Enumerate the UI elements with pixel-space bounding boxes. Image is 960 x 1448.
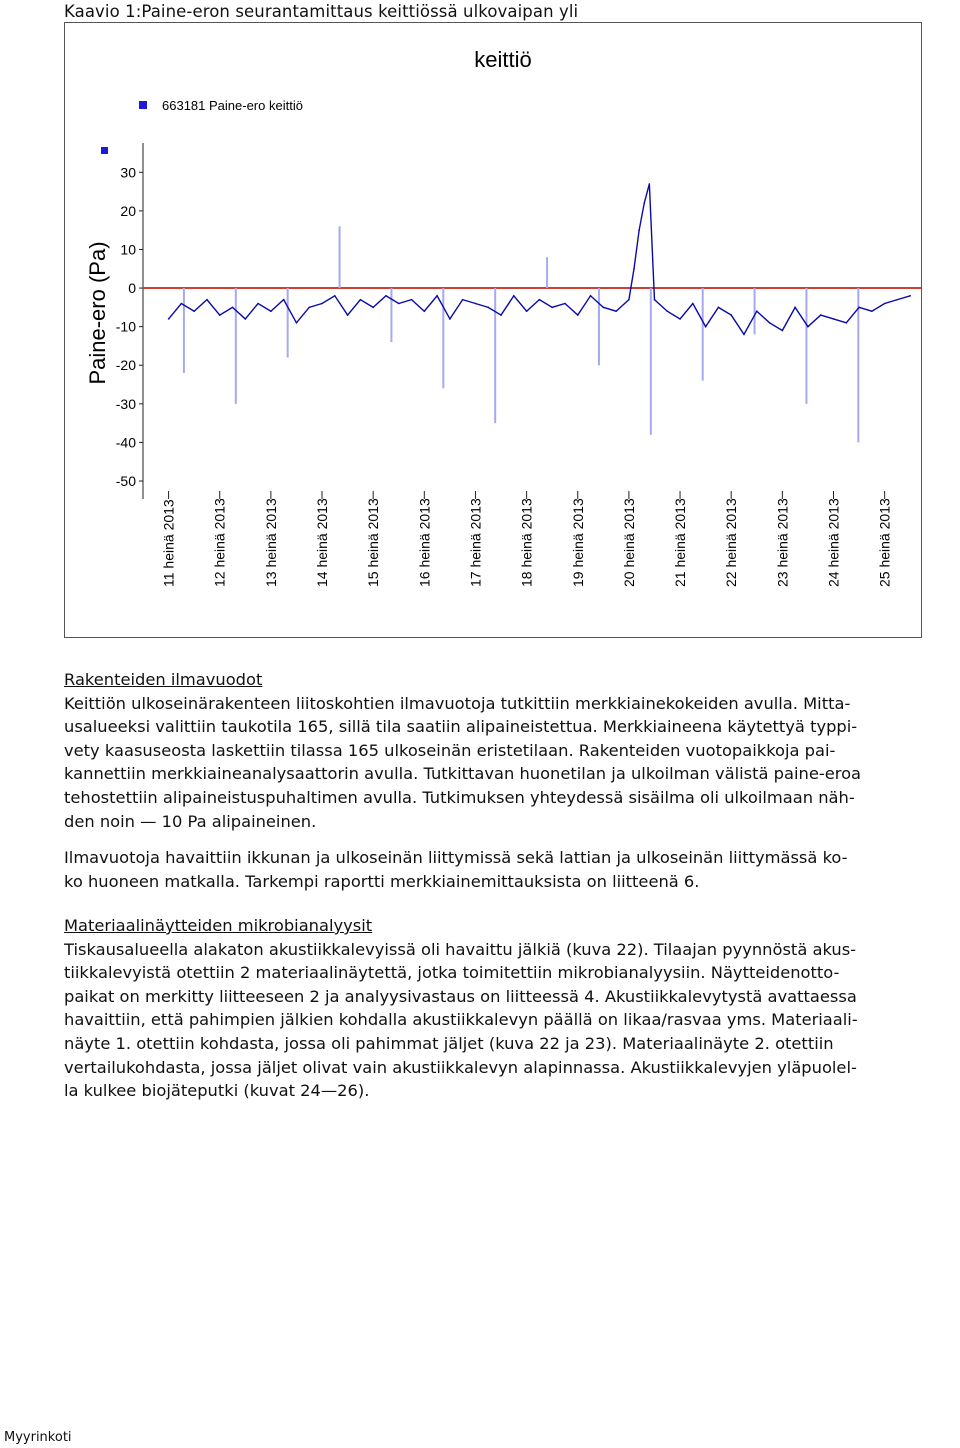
- pressure-chart: [65, 23, 923, 639]
- data-point: [168, 318, 170, 320]
- x-tick-label: 15 heinä 2013: [365, 498, 382, 587]
- paragraph-line: Tiskausalueella alakaton akustiikkalevyissä oli havaittu jälkiä (kuva 22). Tilaajan pyynnöstä akus-: [64, 939, 857, 959]
- data-point: [782, 330, 784, 332]
- data-point: [807, 326, 809, 328]
- paragraph-line: tiikkalevyistä otettiin 2 materiaalinäytettä, jotka toimitettiin mikrobianalyysiin. Näytteidenotto-: [64, 963, 840, 983]
- data-point: [603, 307, 605, 309]
- data-point: [769, 322, 771, 324]
- section-leak-findings: [64, 846, 954, 893]
- paragraph-line: den noin — 10 Pa alipaineinen.: [64, 811, 317, 831]
- data-point: [385, 295, 387, 297]
- legend-label: 663181 Paine-ero keittiö: [162, 98, 303, 113]
- data-point: [181, 303, 183, 305]
- data-point: [564, 303, 566, 305]
- chart-panel: [64, 22, 922, 638]
- data-point: [449, 318, 451, 320]
- y-tick-label: -20: [115, 357, 136, 374]
- data-point: [628, 299, 630, 301]
- section-heading: Materiaalinäytteiden mikrobianalyysit: [64, 916, 373, 935]
- data-point: [705, 326, 707, 328]
- data-point: [833, 318, 835, 320]
- x-tick-label: 18 heinä 2013: [518, 498, 535, 587]
- data-point: [638, 229, 640, 231]
- paragraph-line: vertailukohdasta, jossa jäljet olivat vain akustiikkalevyn alapinnassa. Akustiikkalevyjen yläpuolel-: [64, 1057, 857, 1077]
- x-tick-label: 24 heinä 2013: [825, 498, 842, 587]
- data-point: [539, 299, 541, 301]
- data-point: [334, 295, 336, 297]
- data-point: [718, 307, 720, 309]
- y-tick-label: -50: [115, 473, 136, 489]
- section-heading: Rakenteiden ilmavuodot: [64, 670, 263, 689]
- data-point: [193, 310, 195, 312]
- data-point: [756, 310, 758, 312]
- x-tick-label: 12 heinä 2013: [211, 498, 228, 587]
- x-tick-label: 22 heinä 2013: [723, 498, 740, 587]
- data-point: [897, 299, 899, 301]
- data-point: [577, 314, 579, 316]
- section-air-leaks: [64, 668, 954, 833]
- data-point: [283, 299, 285, 301]
- y-tick-label: 0: [128, 280, 136, 297]
- data-point: [590, 295, 592, 297]
- data-point: [475, 303, 477, 305]
- x-tick-label: 21 heinä 2013: [672, 498, 689, 587]
- data-point: [526, 310, 528, 312]
- data-point: [347, 314, 349, 316]
- y-tick-label: -30: [115, 395, 136, 412]
- data-point: [858, 307, 860, 309]
- data-point: [500, 314, 502, 316]
- data-point: [219, 314, 221, 316]
- footer-text: Myyrinkoti: [4, 1430, 72, 1445]
- data-point: [666, 310, 668, 312]
- data-point: [820, 314, 822, 316]
- paragraph-line: Ilmavuotoja havaittiin ikkunan ja ulkoseinän liittymissä sekä lattian ja ulkoseinän liittymässä ko-: [64, 848, 848, 867]
- data-point: [398, 303, 400, 305]
- x-tick-label: 23 heinä 2013: [774, 498, 791, 587]
- data-point: [794, 307, 796, 309]
- data-point: [360, 299, 362, 301]
- y-tick-label: 20: [120, 202, 136, 219]
- data-point: [513, 295, 515, 297]
- x-tick-label: 14 heinä 2013: [314, 498, 331, 587]
- data-point: [436, 295, 438, 297]
- x-tick-label: 19 heinä 2013: [569, 498, 586, 587]
- x-tick-label: 17 heinä 2013: [467, 498, 484, 587]
- data-point: [551, 307, 553, 309]
- paragraph-line: paikat on merkitty liitteeseen 2 ja analyysivastaus on liitteessä 4. Akustiikkalevytystä avattaessa: [64, 986, 857, 1006]
- paragraph-line: kannettiin merkkiaineanalysaattorin avulla. Tutkittavan huonetilan ja ulkoilman välistä paine-eroa: [64, 764, 862, 784]
- section-microbe-analysis: [64, 914, 954, 1103]
- data-point: [321, 303, 323, 305]
- data-point: [633, 268, 635, 270]
- data-point: [871, 310, 873, 312]
- paragraph-line: havaittiin, että pahimpien jälkien kohdalla akustiikkalevyn päällä on likaa/rasvaa yms. Materiaali-: [64, 1010, 858, 1030]
- data-point: [411, 299, 413, 301]
- data-point: [296, 322, 298, 324]
- y-tick-label: 30: [120, 164, 136, 181]
- data-point: [270, 310, 272, 312]
- x-tick-label: 13 heinä 2013: [262, 498, 279, 587]
- data-point: [884, 303, 886, 305]
- x-tick-label: 16 heinä 2013: [416, 498, 433, 587]
- data-point: [257, 303, 259, 305]
- data-point: [654, 299, 656, 301]
- x-tick-label: 25 heinä 2013: [876, 498, 893, 587]
- data-point: [679, 318, 681, 320]
- data-point: [206, 299, 208, 301]
- y-tick-label: -10: [115, 318, 136, 335]
- data-point: [743, 334, 745, 336]
- x-tick-label: 20 heinä 2013: [620, 498, 637, 587]
- paragraph-line: usalueeksi valittiin taukotila 165, sillä tila saatiin alipaineistettua. Merkkiaineena käytettyä typpi-: [64, 717, 858, 737]
- data-point: [424, 310, 426, 312]
- data-point: [730, 314, 732, 316]
- figure-caption: Kaavio 1:Paine-eron seurantamittaus keittiössä ulkovaipan yli: [64, 2, 579, 21]
- data-point: [372, 307, 374, 309]
- paragraph-line: Keittiön ulkoseinärakenteen liitoskohtien ilmavuotoja tutkittiin merkkiainekokeiden avulla. Mitta-: [64, 693, 851, 713]
- paragraph-line: vety kaasuseosta laskettiin tilassa 165 ulkoseinän eristetilaan. Rakenteiden vuotopaikkoja pai-: [64, 740, 836, 760]
- data-point: [692, 303, 694, 305]
- data-point: [232, 307, 234, 309]
- paragraph-line: tehostettiin alipaineistuspuhaltimen avulla. Tutkimuksen yhteydessä sisäilma oli ulkoilmaan näh-: [64, 787, 855, 807]
- paragraph-line: näyte 1. otettiin kohdasta, jossa oli pahimmat jäljet (kuva 22 ja 23). Materiaalinäyte 2. otettiin: [64, 1033, 834, 1053]
- data-point: [487, 307, 489, 309]
- data-point: [845, 322, 847, 324]
- y-axis-label: Paine-ero (Pa): [85, 241, 110, 385]
- paragraph-line: la kulkee biojäteputki (kuvat 24—26).: [64, 1081, 370, 1101]
- data-point: [462, 299, 464, 301]
- data-point: [909, 295, 911, 297]
- legend-marker: [139, 101, 147, 109]
- y-tick-label: 10: [120, 241, 136, 258]
- data-point: [649, 183, 651, 185]
- chart-title: keittiö: [474, 47, 532, 72]
- series-line: [169, 184, 911, 334]
- series-marker: [101, 147, 108, 154]
- paragraph-line: ko huoneen matkalla. Tarkempi raportti merkkiainemittauksista on liitteenä 6.: [64, 871, 700, 891]
- x-tick-label: 11 heinä 2013: [160, 499, 177, 587]
- data-point: [244, 318, 246, 320]
- data-point: [643, 202, 645, 204]
- data-point: [615, 310, 617, 312]
- y-tick-label: -40: [115, 434, 136, 451]
- data-point: [308, 307, 310, 309]
